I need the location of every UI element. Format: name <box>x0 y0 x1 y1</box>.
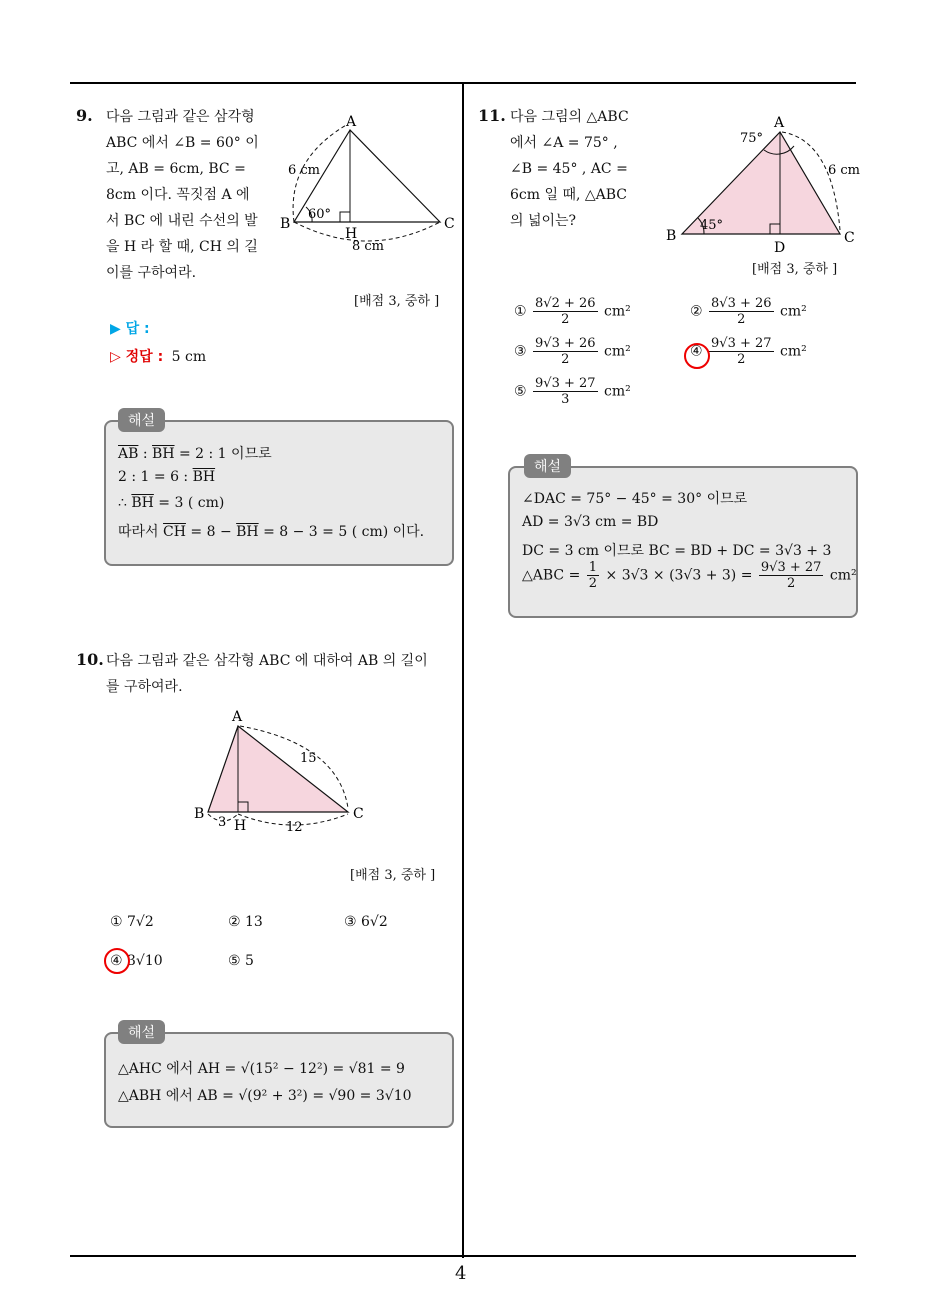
q9-solution-box <box>104 420 454 566</box>
q10-line: 를 구하여라. <box>106 679 183 695</box>
q11-label-a: A <box>774 115 785 131</box>
q11-choice-3[interactable] <box>514 336 631 367</box>
q9-line: 을 H 라 할 때, CH 의 길 <box>106 239 258 255</box>
q10-sol-line: △AHC 에서 AH = √(15² − 12²) = √81 = 9 <box>118 1061 405 1077</box>
q9-line: ABC 에서 ∠B = 60° 이 <box>106 135 259 151</box>
q9-label-angle: 60° <box>308 207 332 222</box>
frac-den: 2 <box>787 576 796 591</box>
q9-label-bc: 8 cm <box>352 239 385 254</box>
q9-line: 고, AB = 6cm, BC = <box>106 161 246 177</box>
q10-sol-line: △ABH 에서 AB = √(9² + 3²) = √90 = 3√10 <box>118 1088 412 1104</box>
sol-area-mid: × 3√3 × (3√3 + 3) = <box>605 567 753 584</box>
q10-label-a: A <box>232 709 243 725</box>
q10-figure <box>188 704 378 836</box>
q11-sol-line: DC = 3 cm 이므로 BC = BD + DC = 3√3 + 3 <box>522 543 832 559</box>
choice-mark: ④ <box>690 343 703 360</box>
choice-mark: ① <box>514 303 527 320</box>
q9-number: 9. <box>76 106 93 125</box>
q10-label-h: H <box>234 818 247 834</box>
frac-den: 2 <box>737 352 746 367</box>
q10-label-hc: 12 <box>286 820 303 835</box>
q9-label-b: B <box>280 216 291 232</box>
q10-answer-circle <box>104 948 130 974</box>
choice-fraction <box>533 296 598 327</box>
q11-label-angle-a: 75° <box>740 131 764 146</box>
q9-line: 이를 구하여라. <box>106 265 197 281</box>
q10-triangle <box>208 726 348 812</box>
q10-choice-5[interactable]: ⑤ 5 <box>228 953 254 969</box>
frac-den: 2 <box>561 312 570 327</box>
q10-label-bh: 3 <box>218 815 227 830</box>
q11-figure <box>660 110 860 256</box>
correct-label: ▷ 정답 : <box>110 349 164 365</box>
frac-num: 1 <box>588 560 598 575</box>
q10-number: 10. <box>76 650 104 669</box>
q11-sol-line: AD = 3√3 cm = BD <box>522 514 659 530</box>
q10-score: [배점 3, 중하 ] <box>350 868 436 883</box>
q9-answer-label <box>110 318 150 338</box>
choice-fraction <box>709 336 774 367</box>
q11-label-d: D <box>774 240 786 256</box>
q11-number: 11. <box>478 106 506 125</box>
q11-score: [배점 3, 중하 ] <box>752 262 838 277</box>
page-number: 4 <box>455 1263 467 1284</box>
q9-label-ab: 6 cm <box>288 163 321 178</box>
frac-num: 9√3 + 26 <box>535 336 596 351</box>
q10-label-ac: 15 <box>300 751 317 766</box>
center-divider <box>462 82 464 1258</box>
q11-line: 다음 그림의 △ABC <box>510 109 629 125</box>
q11-text <box>510 104 644 234</box>
q9-solution-tag: 해설 <box>118 408 165 432</box>
choice-unit: cm² <box>780 343 807 360</box>
q11-line: ∠B = 45° , AC = <box>510 161 628 177</box>
q10-choice-3[interactable]: ③ 6√2 <box>344 914 388 930</box>
q9-sol-line: ∴ $\overline{BH} = 3$ ( cm) <box>118 495 225 511</box>
q9-sol-line: 2 : 1 = 6 : $\overline{BH}$ <box>118 469 216 485</box>
frac-den: 2 <box>561 352 570 367</box>
choice-mark: ⑤ <box>514 383 527 400</box>
frac-num: 9√3 + 27 <box>535 376 596 391</box>
q10-line: 다음 그림과 같은 삼각형 ABC 에 대하여 AB 의 길이 <box>106 653 428 669</box>
q10-solution-tag: 해설 <box>118 1020 165 1044</box>
q11-solution-tag: 해설 <box>524 454 571 478</box>
q10-solution-box <box>104 1032 454 1128</box>
choice-fraction <box>709 296 774 327</box>
frac-num: 8√3 + 26 <box>711 296 772 311</box>
q11-choice-2[interactable] <box>690 296 807 327</box>
correct-value: 5 cm <box>171 349 207 365</box>
frac-den: 3 <box>561 392 570 407</box>
q11-sol-line-area <box>522 560 857 591</box>
sol-area-unit: cm² <box>829 567 857 584</box>
q11-label-b: B <box>666 228 677 244</box>
q11-label-c: C <box>844 230 855 246</box>
choice-unit: cm² <box>604 303 631 320</box>
q10-label-b: B <box>194 806 205 822</box>
q11-label-angle-b: 45° <box>700 218 724 233</box>
choice-unit: cm² <box>604 383 631 400</box>
frac-num: 8√2 + 26 <box>535 296 596 311</box>
q9-line: 서 BC 에 내린 수선의 발 <box>106 213 258 229</box>
bottom-rule <box>70 1255 856 1257</box>
choice-fraction <box>533 336 598 367</box>
frac-num: 9√3 + 27 <box>711 336 772 351</box>
choice-unit: cm² <box>604 343 631 360</box>
q11-choice-1[interactable] <box>514 296 631 327</box>
q10-choice-4[interactable]: ④ 3√10 <box>110 953 163 969</box>
sol-area-pre: △ABC = <box>522 567 581 584</box>
q10-label-c: C <box>353 806 364 822</box>
q9-score: [배점 3, 중하 ] <box>354 294 440 309</box>
frac-num: 9√3 + 27 <box>760 560 822 575</box>
q10-choice-2[interactable]: ② 13 <box>228 914 263 930</box>
q9-figure <box>276 110 460 256</box>
q11-answer-circle <box>684 343 710 369</box>
q11-line: 에서 ∠A = 75° , <box>510 135 618 151</box>
q11-label-ac: 6 cm <box>828 163 860 178</box>
q9-line: 8cm 이다. 꼭짓점 A 에 <box>106 187 250 203</box>
q10-text <box>106 648 456 700</box>
q9-line: 다음 그림과 같은 삼각형 <box>106 109 255 125</box>
q9-label-a: A <box>346 114 357 130</box>
choice-mark: ③ <box>514 343 527 360</box>
q9-label-h: H <box>345 226 358 242</box>
q11-line: 의 넓이는? <box>510 213 577 229</box>
frac-den: 2 <box>588 576 598 591</box>
q10-choice-1[interactable]: ① 7√2 <box>110 914 154 930</box>
q11-sol-line: ∠DAC = 75° − 45° = 30° 이므로 <box>522 491 748 507</box>
sol-result-fraction <box>759 560 824 591</box>
q11-choice-5[interactable] <box>514 376 631 407</box>
q11-line: 6cm 일 때, △ABC <box>510 187 628 203</box>
q9-label-c: C <box>444 216 455 232</box>
choice-mark: ② <box>690 303 703 320</box>
choice-unit: cm² <box>780 303 807 320</box>
q9-right-angle <box>340 212 350 222</box>
frac-den: 2 <box>737 312 746 327</box>
q9-correct-row <box>110 346 206 366</box>
answer-label: ▶ 답 : <box>110 321 150 337</box>
choice-fraction <box>533 376 598 407</box>
q9-sol-line: $\overline{AB}$ : $\overline{BH} = 2$ : 1 이므로 <box>118 446 272 462</box>
q9-text <box>106 104 268 286</box>
sol-half-fraction <box>587 560 599 591</box>
q9-sol-line: 따라서 $\overline{CH} = 8 - \overline{BH} = 8 - 3 = 5$ ( cm) 이다. <box>118 524 425 540</box>
